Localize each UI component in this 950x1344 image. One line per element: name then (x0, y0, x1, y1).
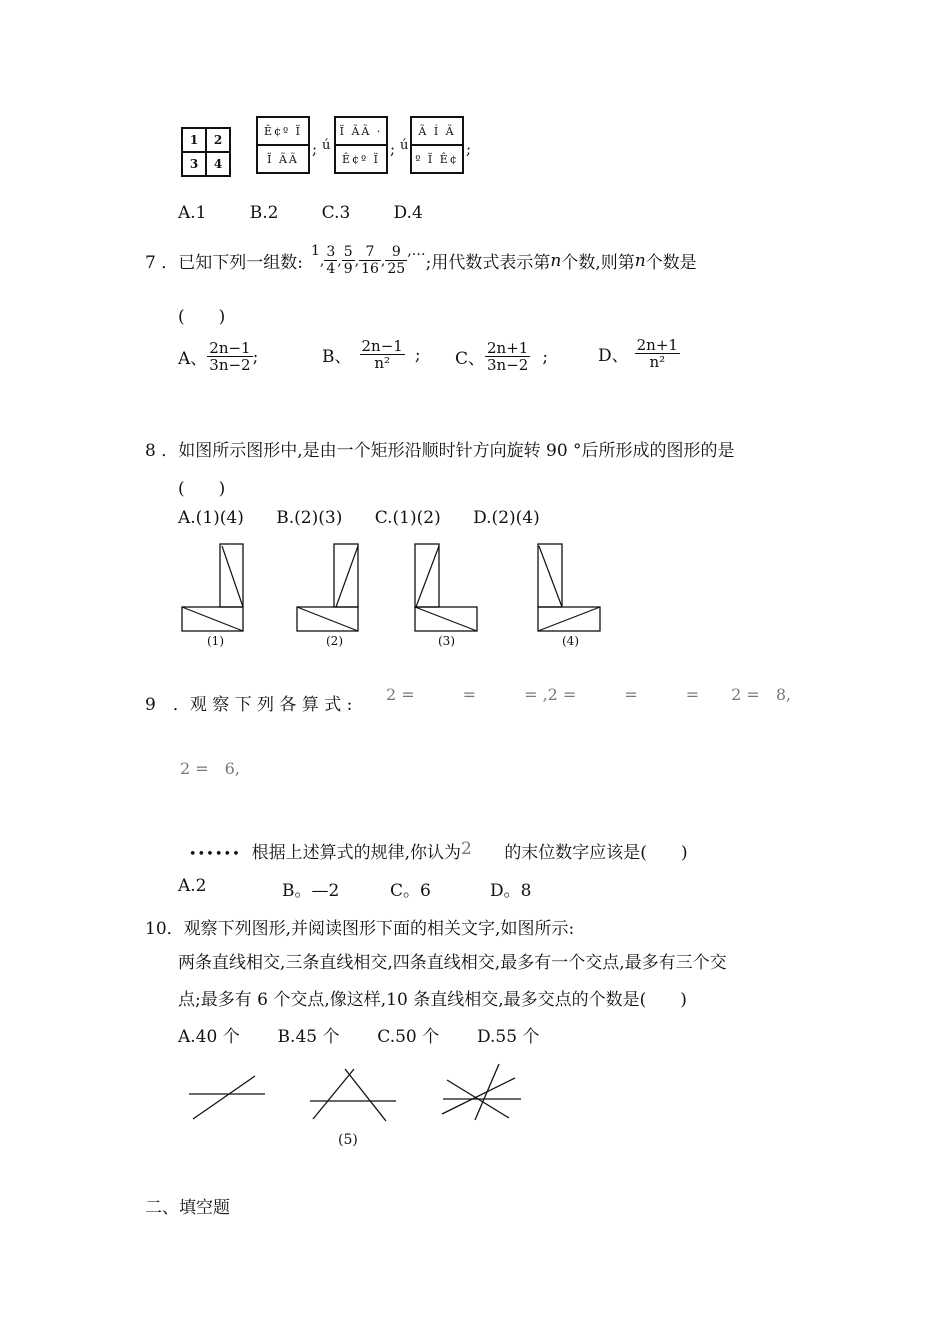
q9-text-3: 的末位数字应该是( ) (504, 843, 688, 863)
q7-option-d: D、 $\frac{2n+1}{\text{n²}}$ (598, 336, 678, 371)
q9-option-c: C。6 (390, 881, 431, 901)
three-lines-figure (308, 1065, 398, 1125)
seq-fraction: $\frac{3}{4}$ (326, 244, 336, 277)
seq-fraction: $\frac{7}{16}$ (361, 244, 379, 277)
q7-option-b: B、 $\frac{2n-1}{\text{n²}}$ ; (322, 337, 421, 372)
fig-label: (1) (207, 634, 224, 648)
n-var: n (550, 250, 562, 271)
q9-option-a: A.2 (178, 876, 207, 896)
q9-option-d: D。8 (490, 881, 532, 901)
q10-line1: 两条直线相交,三条直线相交,四条直线相交,最多有一个交点,最多有三个交 (178, 953, 727, 973)
grid-cell: Ê¢º Ï (335, 145, 387, 173)
q10-line2: 点;最多有 6 个交点,像这样,10 条直线相交,最多交点的个数是( ) (178, 990, 687, 1010)
q8-figure-2 (296, 540, 366, 635)
grid-cell: Ê¢º Ï (257, 117, 309, 145)
q10-fig-label: (5) (338, 1132, 358, 1148)
q8-figure-3 (413, 540, 483, 635)
q9-question (178, 818, 688, 863)
seq-fraction: $\frac{5}{9}$ (343, 244, 353, 277)
q9-text-2: 根据上述算式的规律,你认为 (251, 843, 462, 863)
n-var: n (634, 250, 646, 271)
grid-cell: 3 (182, 152, 206, 176)
grid-option-b (334, 116, 388, 174)
seq-ellipsis: ,… (407, 242, 426, 259)
q9-two: 2 (461, 839, 472, 859)
q7-sequence: 1 , $\frac{3}{4}$ , $\frac{5}{9}$ , $\frac{7}{16}$ , $\frac{9}{25}$ ,… (310, 242, 426, 277)
fig-label: (4) (562, 634, 579, 648)
grid-cell: Ã Í Ã (411, 117, 463, 145)
seq-first: 1 (310, 242, 320, 259)
q9-line1: 2 = = = ,2 = = = 2 = 8, (386, 685, 792, 704)
fig-label: (3) (438, 634, 455, 648)
grid-cell: º Ï Ê¢ (411, 145, 463, 173)
q7-option-a: A、 $\frac{2n-1}{3n-2}$ ; (178, 339, 259, 374)
grid-option-c (410, 116, 464, 174)
q6-options: A.1 B.2 C.3 D.4 (178, 203, 423, 223)
q9-line2: 2 = 6, (180, 759, 240, 778)
q9-text: 9 ．观 察 下 列 各 算 式 : (145, 695, 353, 715)
q8-figure-1 (180, 540, 250, 635)
grid-option-a (256, 116, 310, 174)
q10-options: A.40 个 B.45 个 C.50 个 D.55 个 (178, 1027, 540, 1047)
seq-fraction: $\frac{9}{25}$ (387, 244, 406, 277)
section-title: 二、填空题 (145, 1198, 230, 1218)
q9-option-b: B。—2 (282, 881, 340, 901)
grid-cell: Ï ÃÃ · (335, 117, 387, 145)
q8-figure-4 (536, 540, 606, 635)
fig-label: (2) (326, 634, 343, 648)
four-lines-figure (437, 1060, 527, 1125)
grid-cell: Ï ÃÃ (257, 145, 309, 173)
separator-u: ú (322, 138, 331, 153)
q8-options: A.(1)(4) B.(2)(3) C.(1)(2) D.(2)(4) (178, 508, 540, 528)
q7-option-c: C、 $\frac{2n+1}{3n-2}$ ; (455, 339, 549, 374)
q8-text: 8 ．如图所示图形中,是由一个矩形沿顺时针方向旋转 90 °后所形成的图形的是 (145, 441, 735, 461)
q7-paren: ( ) (178, 307, 226, 327)
grid-1234 (181, 127, 231, 177)
q8-paren: ( ) (178, 479, 226, 499)
q7-text-3: 个数是 (645, 253, 697, 273)
separator-u: ú (400, 138, 409, 153)
separator: ; (466, 140, 472, 158)
grid-cell: 4 (206, 152, 230, 176)
q7-text-2: 个数,则第 (561, 253, 635, 273)
q10-title: 10．观察下列图形,并阅读图形下面的相关文字,如图所示: (145, 919, 575, 939)
grid-cell: 1 (182, 128, 206, 152)
separator: ; (390, 140, 396, 158)
q7-text (145, 244, 697, 277)
grid-cell: 2 (206, 128, 230, 152)
separator: ; (312, 140, 318, 158)
dots: •••••• (188, 847, 241, 862)
q7-prefix: 7 ．已知下列一组数: (145, 253, 303, 273)
two-lines-figure (185, 1068, 270, 1123)
q7-text-1: ;用代数式表示第 (425, 253, 551, 273)
